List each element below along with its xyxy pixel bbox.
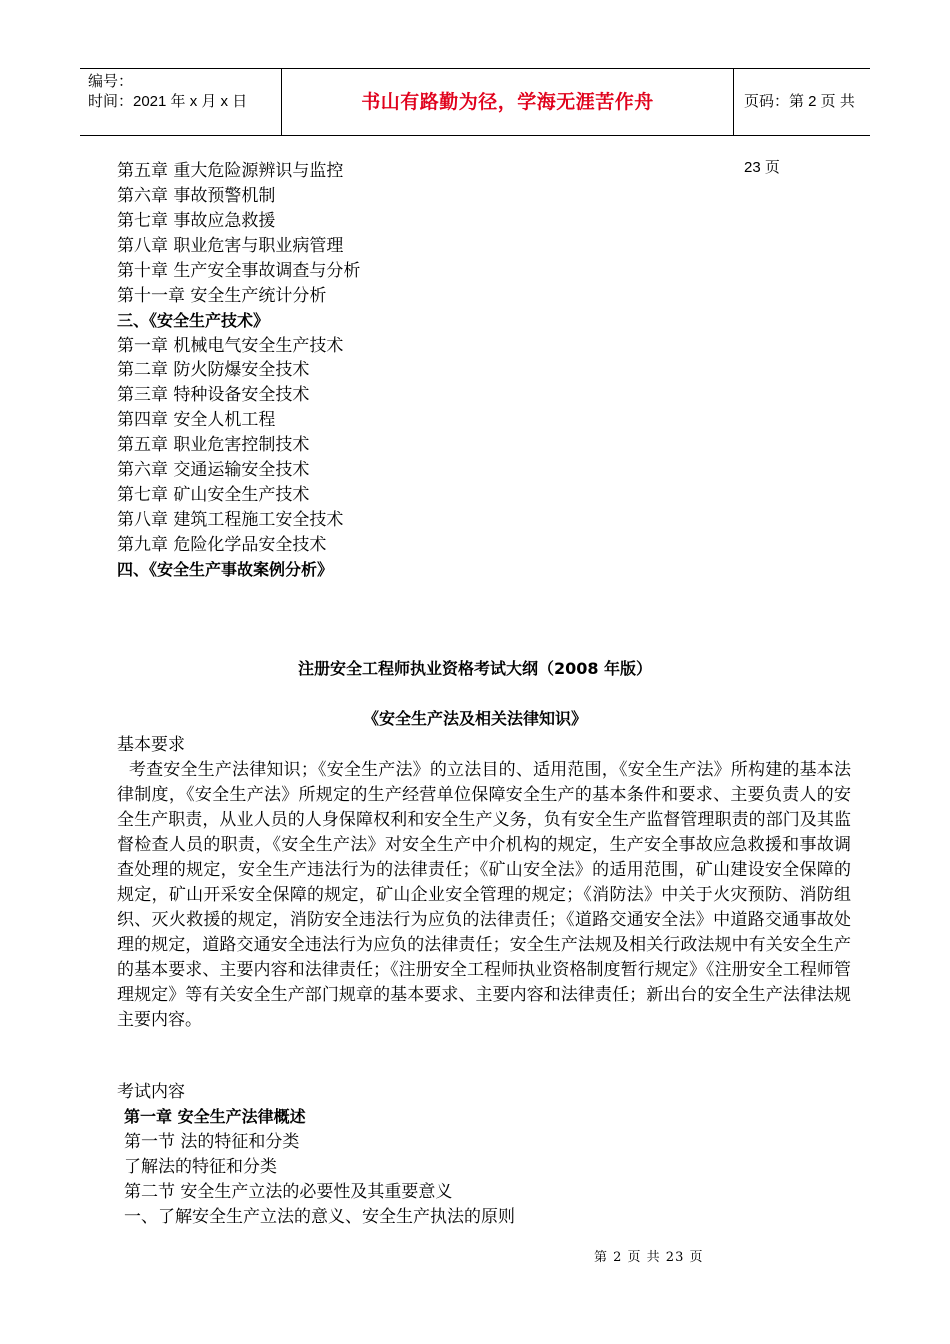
section-heading: 三、《安全生产技术》 [117,311,270,330]
section-line: 一、了解安全生产立法的意义、安全生产执法的原则 [124,1207,515,1227]
toc-line: 第一章 机械电气安全生产技术 [117,336,344,356]
chapter-heading: 第一章 安全生产法律概述 [124,1107,306,1126]
toc-line: 第三章 特种设备安全技术 [117,385,310,405]
toc-line: 第八章 建筑工程施工安全技术 [117,510,344,530]
document-title: 注册安全工程师执业资格考试大纲（2008 年版） [297,659,653,678]
document-date-label: 时间：2021 年 x 月 x 日 [88,93,248,110]
toc-line: 第五章 重大危险源辨识与监控 [117,161,344,181]
header-page-number: 页码：第 2 页 共 23 页 [744,93,855,176]
header-info-cell [80,69,282,135]
toc-line: 第七章 事故应急救援 [117,211,276,231]
document-number-label: 编号： [88,73,134,90]
toc-line: 第十章 生产安全事故调查与分析 [117,261,361,281]
basic-requirements-label: 基本要求 [117,735,185,755]
toc-line: 第八章 职业危害与职业病管理 [117,236,344,256]
toc-line: 第十一章 安全生产统计分析 [117,286,327,306]
toc-line: 第五章 职业危害控制技术 [117,435,310,455]
basic-requirements-paragraph: 考查安全生产法律知识；《安全生产法》的立法目的、适用范围，《安全生产法》所构建的基本法律制度，《安全生产法》所规定的生产经营单位保障安全生产的基本条件和要求、主要负责人的安全生产职责，从业人员的人身保障权利和安全生产义务，负有安全生产监督管理职责的部门及其监督检查人员的职责，《安全生产法》对安全生产中介机构的规定，生产安全事故应急救援和事故调查处理的规定，安全生产违法行为的法律责任；《矿山安全法》的适用范围，矿山建设安全保障的规定，矿山开采安全保障的规定，矿山企业安全管理的规定；《消防法》中关于火灾预防、消防组织、灭火救援的规定，消防安全违法行为应负的法律责任；《道路交通安全法》中道路交通事故处理的规定，道路交通安全违法行为应负的法律责任；安全生产法规及相关行政法规中有关安全生产的基本要求、主要内容和法律责任；《注册安全工程师执业资格制度暂行规定》《注册安全工程师管理规定》等有关安全生产部门规章的基本要求、主要内容和法律责任；新出台的安全生产法律法规主要内容。 [117,760,851,1030]
toc-line: 第六章 事故预警机制 [117,186,276,206]
toc-line: 第七章 矿山安全生产技术 [117,485,310,505]
section-heading: 四、《安全生产事故案例分析》 [117,560,334,579]
section-line: 了解法的特征和分类 [124,1157,277,1177]
document-subtitle: 《安全生产法及相关法律知识》 [362,709,587,728]
header-motto: 书山有路勤为径，学海无涯苦作舟 [282,69,734,135]
section-line: 第二节 安全生产立法的必要性及其重要意义 [124,1182,453,1202]
toc-line: 第六章 交通运输安全技术 [117,460,310,480]
toc-line: 第九章 危险化学品安全技术 [117,535,327,555]
exam-content-label: 考试内容 [117,1082,185,1102]
section-line: 第一节 法的特征和分类 [124,1132,300,1152]
toc-line: 第二章 防火防爆安全技术 [117,360,310,380]
toc-line: 第四章 安全人机工程 [117,410,276,430]
page-footer: 第 2 页 共 23 页 [594,1250,704,1265]
